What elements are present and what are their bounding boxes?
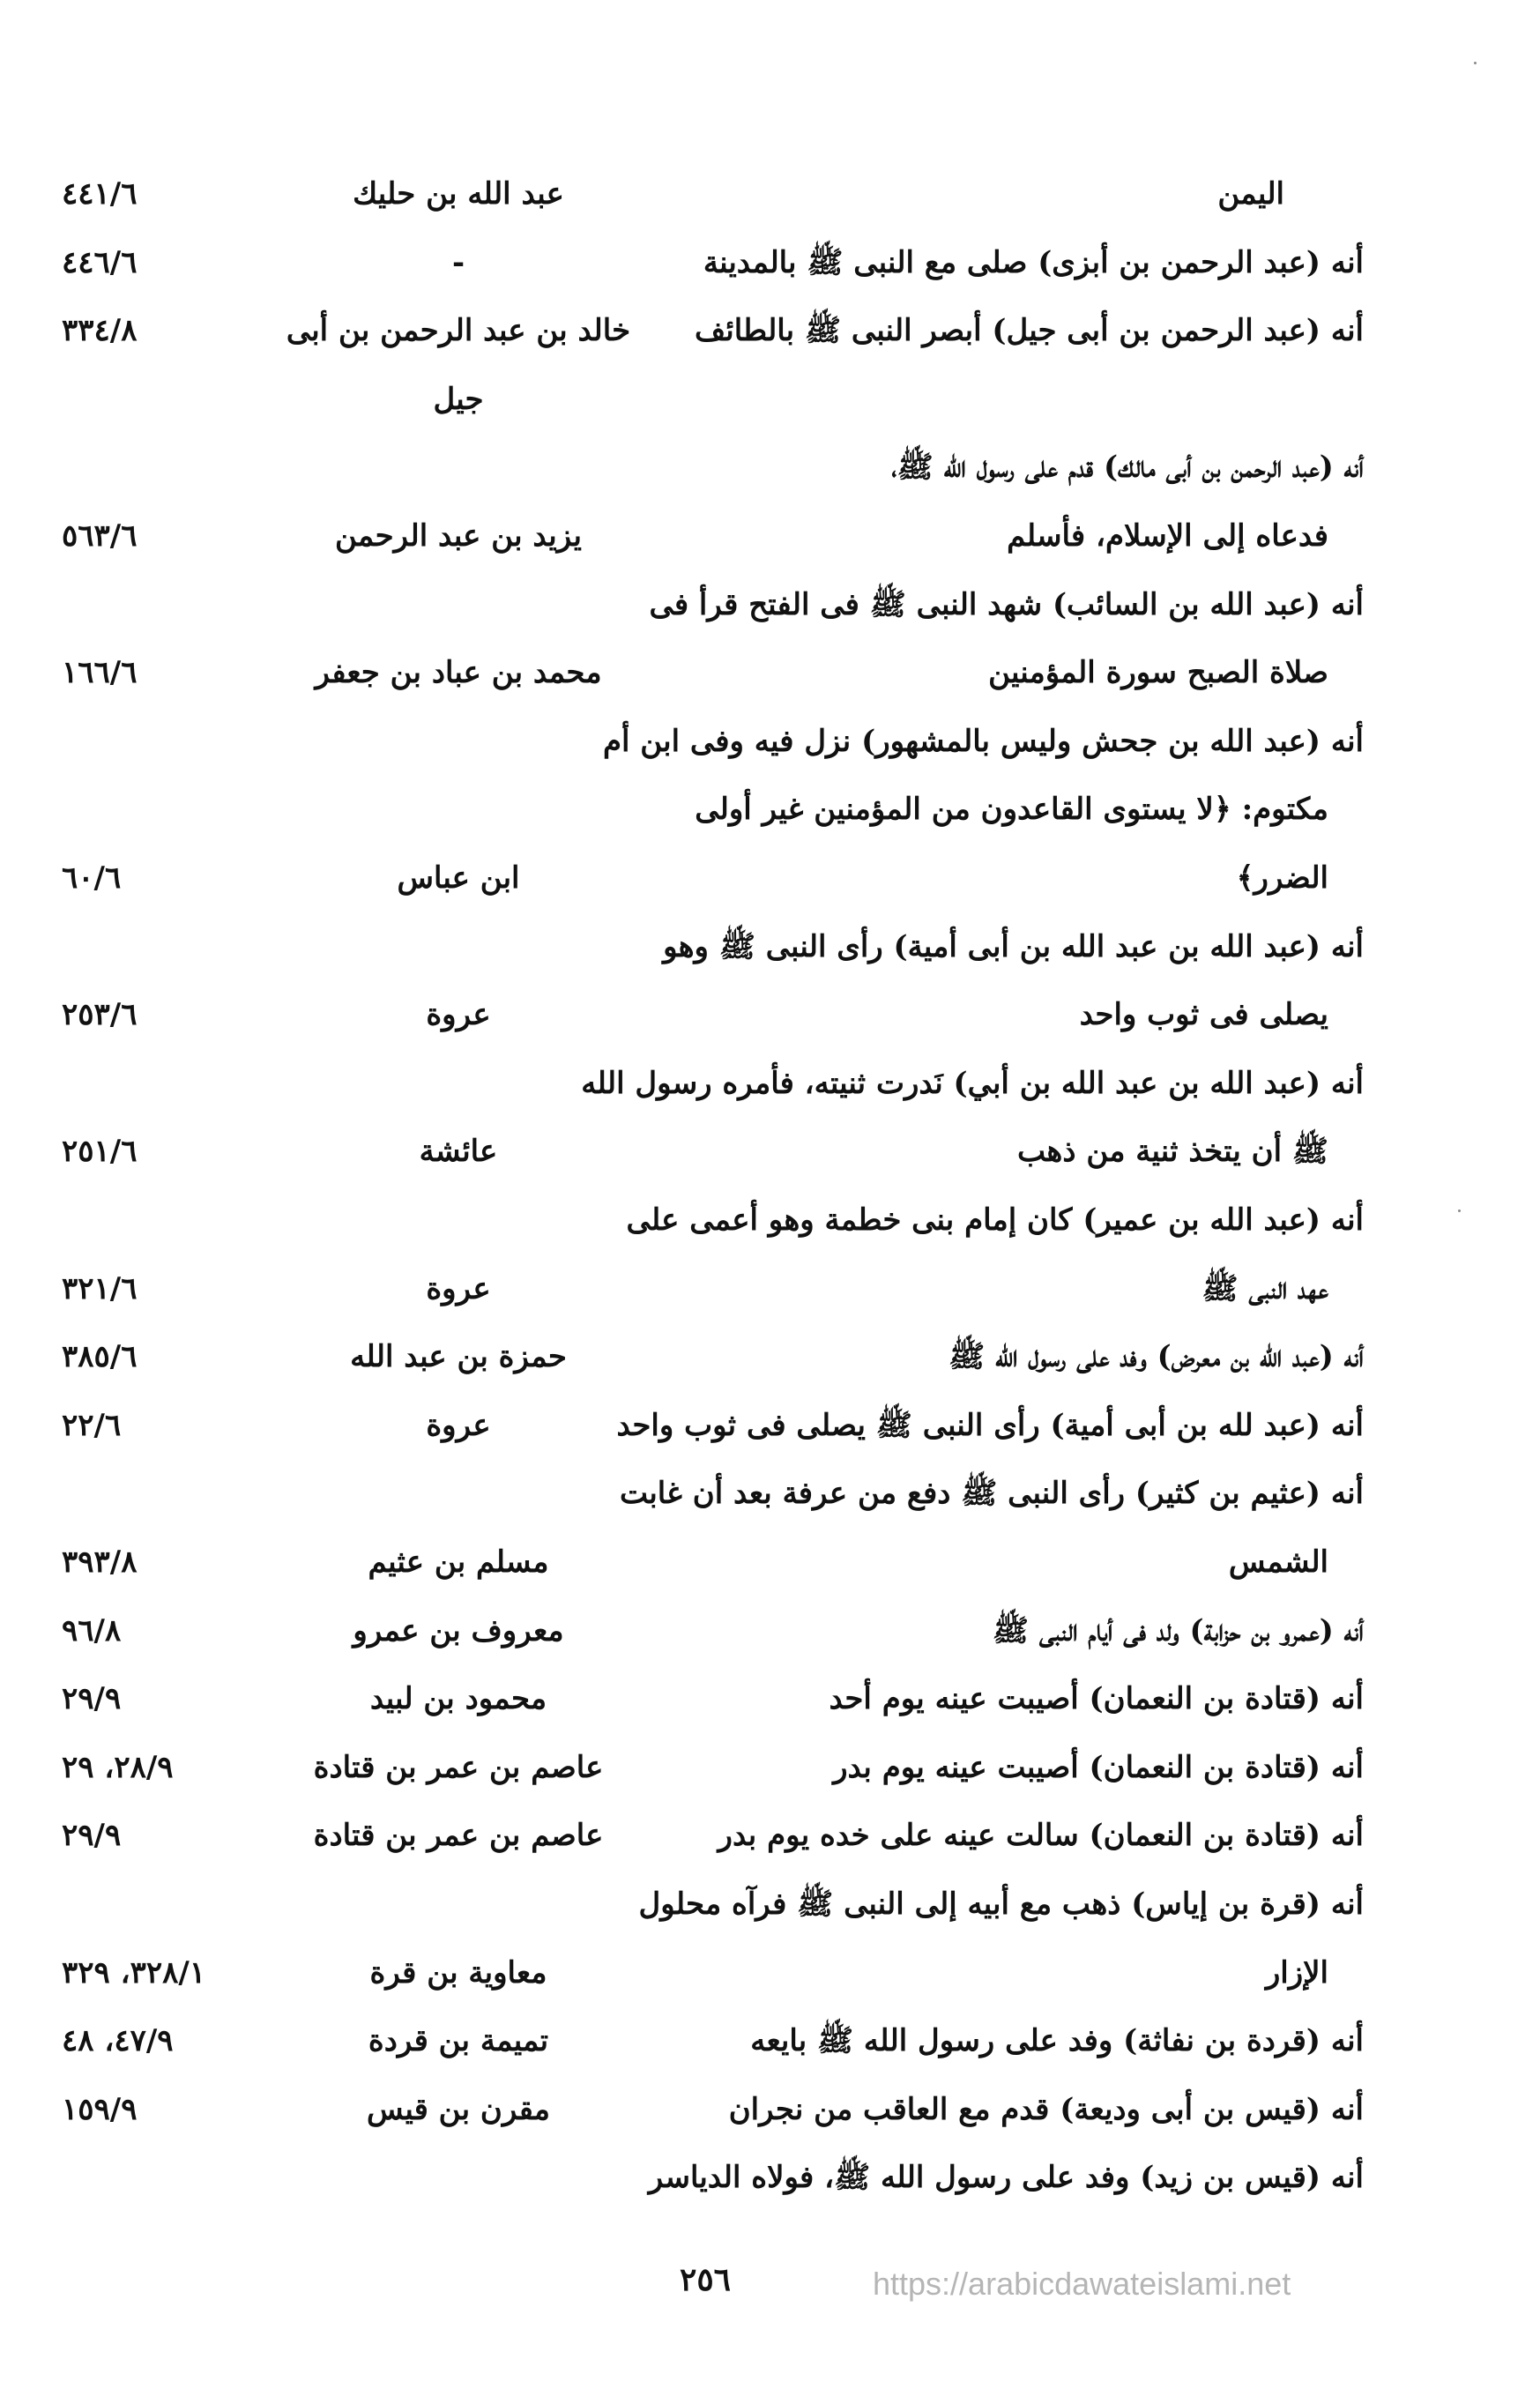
- entry-row: [0, 1321, 1540, 1392]
- entry-text: أنه (قرة بن إياس) ذهب مع أبيه إلى النبى ﷺ فرآه محلول: [638, 1887, 1364, 1922]
- volume-page-reference: ١٥٩/٩: [62, 2091, 138, 2127]
- volume-page-reference: ٦٠/٦: [62, 860, 122, 896]
- entry-row: [0, 1390, 1540, 1461]
- entry-text: فدعاه إلى الإسلام، فأسلم: [1007, 518, 1328, 554]
- volume-page-reference: ٣٢١/٦: [62, 1270, 138, 1306]
- entry-text: صلاة الصبح سورة المؤمنين: [988, 655, 1328, 691]
- entry-row: [0, 227, 1540, 298]
- watermark-url: https://arabicdawateislami.net: [873, 2266, 1291, 2302]
- entry-text: أنه (عبد لله بن أبى أمية) رأى النبى ﷺ يصلى فى ثوب واحد: [616, 1407, 1364, 1443]
- narrator-name: محمود بن لبيد: [369, 1681, 547, 1717]
- entry-text: أنه (عبد الرحمن بن أبزى) صلى مع النبى ﷺ بالمدينة: [703, 244, 1364, 280]
- entry-row: [0, 1938, 1540, 2008]
- narrator-name: عروة: [426, 1270, 491, 1306]
- narrator-name: عاصم بن عمر بن قتادة: [313, 1749, 604, 1785]
- entry-text: أنه (عبد الله بن معرض) وفد على رسول الله ﷺ: [949, 1339, 1364, 1375]
- entry-row: [0, 1254, 1540, 1324]
- entry-text: الإزار: [1265, 1954, 1328, 1991]
- entry-text: أنه (قتادة بن النعمان) أصيبت عينه يوم أحد: [829, 1681, 1364, 1717]
- narrator-name: عروة: [426, 997, 491, 1033]
- entry-text: أنه (قردة بن نفاثة) وفد على رسول الله ﷺ بايعه: [750, 2023, 1364, 2059]
- entry-row: [0, 1458, 1540, 1529]
- entry-text: أنه (قتادة بن النعمان) أصيبت عينه يوم بدر: [833, 1749, 1364, 1785]
- entry-row: [0, 364, 1540, 435]
- entry-row: [0, 843, 1540, 913]
- entry-row: [0, 2142, 1540, 2213]
- narrator-name: خالد بن عبد الرحمن بن أبى: [286, 313, 631, 349]
- narrator-name: حمزة بن عبد الله: [350, 1339, 567, 1375]
- entry-row: [0, 432, 1540, 502]
- page-number: ٢٥٦: [679, 2261, 731, 2298]
- narrator-name: محمد بن عباد بن جعفر: [315, 655, 602, 691]
- volume-page-reference: ٤٤١/٦: [62, 176, 138, 212]
- entry-text: أنه (قيس بن أبى وديعة) قدم مع العاقب من نجران: [728, 2091, 1364, 2127]
- entry-row: [0, 1048, 1540, 1119]
- entry-text: عهد النبى ﷺ: [1201, 1270, 1328, 1306]
- entry-row: [0, 501, 1540, 571]
- entry-row: [0, 637, 1540, 708]
- entry-row: [0, 1527, 1540, 1597]
- entry-text: أنه (عبد الله بن عمير) كان إمام بنى خطمة وهو أعمى على: [626, 1202, 1364, 1238]
- narrator-name: مقرن بن قيس: [366, 2091, 551, 2127]
- entry-text: مكتوم: ﴿لا يستوى القاعدون من المؤمنين غير أولى: [695, 792, 1328, 828]
- volume-page-reference: ٩٦/٨: [62, 1612, 122, 1649]
- entry-text: أنه (عبد الله بن السائب) شهد النبى ﷺ فى الفتح قرأ فى: [649, 586, 1364, 622]
- volume-page-reference: ٤٧/٩، ٤٨: [62, 2023, 174, 2059]
- volume-page-reference: ١٦٦/٦: [62, 655, 138, 691]
- volume-page-reference: ٢٨/٩، ٢٩: [62, 1749, 174, 1785]
- entry-text: أنه (عبد الله بن عبد الله بن أبي) نَدرت ثنيته، فأمره رسول الله: [581, 1065, 1364, 1101]
- entry-row: [0, 979, 1540, 1050]
- entry-row: [0, 1185, 1540, 1255]
- scan-speck: [1458, 1209, 1461, 1212]
- narrator-name: يزيد بن عبد الرحمن: [335, 518, 582, 554]
- entry-text: أنه (عبد الرحمن بن أبى مالك) قدم على رسول الله ﷺ،: [891, 450, 1364, 486]
- entry-row: [0, 569, 1540, 640]
- volume-page-reference: ٣٩٣/٨: [62, 1544, 138, 1580]
- entry-row: [0, 1869, 1540, 1939]
- narrator-name: -: [451, 244, 465, 280]
- entry-text: أنه (عثيم بن كثير) رأى النبى ﷺ دفع من عرفة بعد أن غابت: [619, 1476, 1364, 1512]
- entry-row: [0, 1663, 1540, 1734]
- volume-page-reference: ٤٤٦/٦: [62, 244, 138, 280]
- entry-row: [0, 1116, 1540, 1187]
- entry-text: أنه (قتادة بن النعمان) سالت عينه على خده يوم بدر: [718, 1818, 1364, 1854]
- entry-text: أنه (عبد الرحمن بن أبى جيل) أبصر النبى ﷺ بالطائف: [695, 313, 1364, 349]
- narrator-name: جيل: [433, 381, 484, 417]
- entry-text: أنه (قيس بن زيد) وفد على رسول الله ﷺ، فولاه الدياسر: [648, 2160, 1364, 2196]
- entry-text: أنه (عمرو بن حزابة) ولد فى أيام النبى ﷺ: [992, 1612, 1364, 1649]
- entry-row: [0, 2006, 1540, 2076]
- scan-speck: [1474, 62, 1477, 64]
- narrator-name: مسلم بن عثيم: [368, 1544, 549, 1580]
- entry-text: يصلى فى ثوب واحد: [1079, 997, 1328, 1033]
- volume-page-reference: ٢٥٣/٦: [62, 997, 138, 1033]
- entry-text: ﷺ أن يتخذ ثنية من ذهب: [1017, 1134, 1328, 1170]
- narrator-name: عبد الله بن حليك: [353, 176, 564, 212]
- volume-page-reference: ٢٩/٩: [62, 1818, 122, 1854]
- entry-text: أنه (عبد الله بن عبد الله بن أبى أمية) رأى النبى ﷺ وهو: [663, 928, 1364, 964]
- entry-text: الضرر﴾: [1236, 860, 1328, 896]
- narrator-name: عروة: [426, 1407, 491, 1443]
- narrator-name: تميمة بن قردة: [368, 2023, 549, 2059]
- entry-text: اليمن: [1217, 176, 1284, 212]
- entry-text: أنه (عبد الله بن جحش وليس بالمشهور) نزل فيه وفى ابن أم: [602, 723, 1364, 759]
- entry-row: [0, 706, 1540, 777]
- volume-page-reference: ٢٩/٩: [62, 1681, 122, 1717]
- entry-text: الشمس: [1228, 1544, 1328, 1580]
- narrator-name: معاوية بن قرة: [369, 1954, 547, 1991]
- entry-row: [0, 159, 1540, 229]
- volume-page-reference: ٥٦٣/٦: [62, 518, 138, 554]
- volume-page-reference: ٣٢٨/١، ٣٢٩: [62, 1954, 206, 1991]
- entry-row: [0, 295, 1540, 366]
- entry-row: [0, 2074, 1540, 2145]
- narrator-name: عائشة: [419, 1134, 498, 1170]
- entry-row: [0, 1596, 1540, 1666]
- volume-page-reference: ٢٥١/٦: [62, 1134, 138, 1170]
- entry-row: [0, 774, 1540, 845]
- volume-page-reference: ٣٨٥/٦: [62, 1339, 138, 1375]
- entry-row: [0, 912, 1540, 982]
- volume-page-reference: ٣٣٤/٨: [62, 313, 138, 349]
- narrator-name: عاصم بن عمر بن قتادة: [313, 1818, 604, 1854]
- volume-page-reference: ٢٢/٦: [62, 1407, 122, 1443]
- narrator-name: معروف بن عمرو: [353, 1612, 564, 1649]
- narrator-name: ابن عباس: [397, 860, 520, 896]
- entry-row: [0, 1800, 1540, 1871]
- entry-row: [0, 1732, 1540, 1803]
